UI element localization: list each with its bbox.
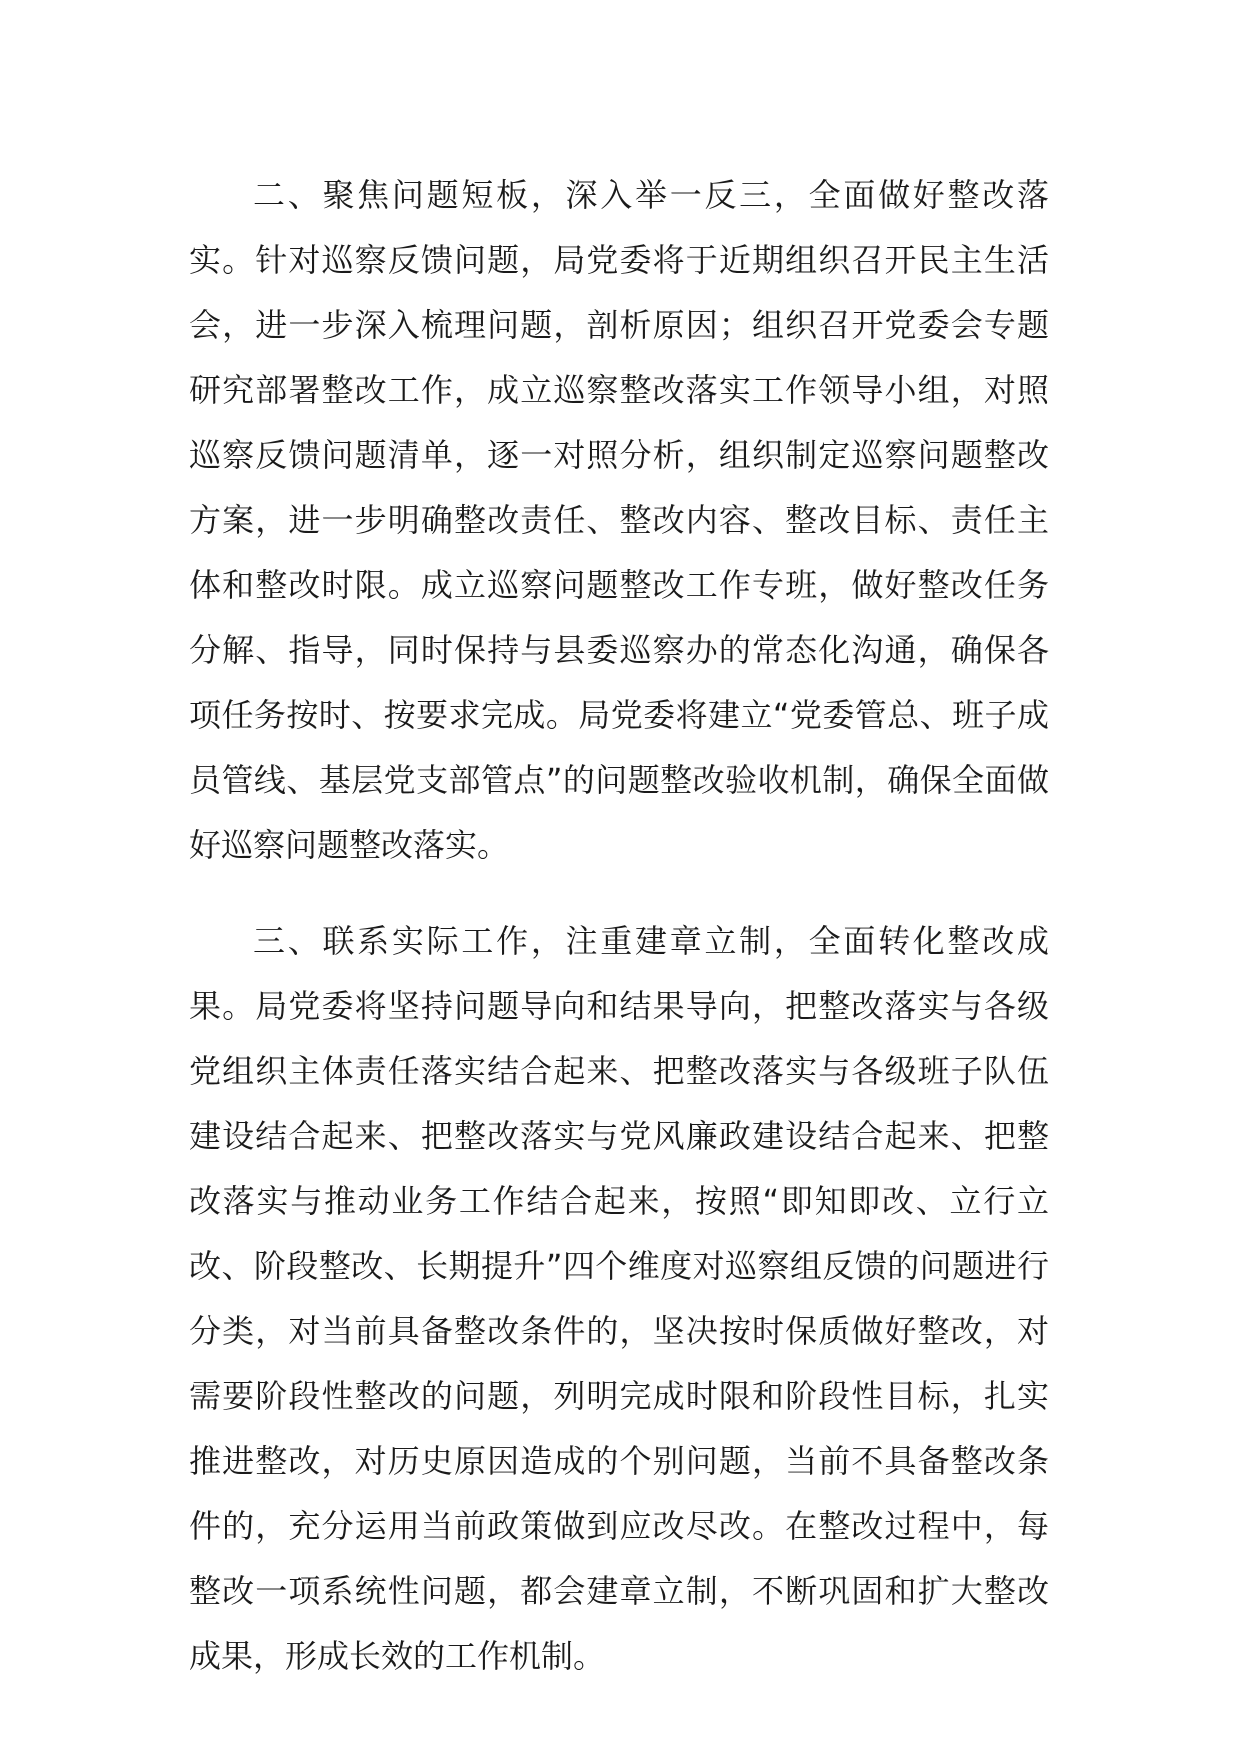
paragraph-rectification-implementation: 二、聚焦问题短板，深入举一反三，全面做好整改落实。针对巡察反馈问题，局党委将于近期组织召开民主生活会，进一步深入梳理问题，剖析原因；组织召开党委会专题研究部署整改工作，成立巡察整改落实工作领导小组，对照巡察反馈问题清单，逐一对照分析，组织制定巡察问题整改方案，进一步明确整改责任、整改内容、整改目标、责任主体和整改时限。成立巡察问题整改工作专班，做好整改任务分解、指导，同时保持与县委巡察办的常态化沟通，确保各项任务按时、按要求完成。局党委将建立“党委管总、班子成员管线、基层党支部管点”的问题整改验收机制，确保全面做好巡察问题整改落实。 (189, 176, 1049, 864)
document-body (189, 163, 1049, 1689)
paragraph-rectification-results: 三、联系实际工作，注重建章立制，全面转化整改成果。局党委将坚持问题导向和结果导向，把整改落实与各级党组织主体责任落实结合起来、把整改落实与各级班子队伍建设结合起来、把整改落实与党风廉政建设结合起来、把整改落实与推动业务工作结合起来，按照“即知即改、立行立改、阶段整改、长期提升”四个维度对巡察组反馈的问题进行分类，对当前具备整改条件的，坚决按时保质做好整改，对需要阶段性整改的问题，列明完成时限和阶段性目标，扎实推进整改，对历史原因造成的个别问题，当前不具备整改条件的，充分运用当前政策做到应改尽改。在整改过程中，每整改一项系统性问题，都会建章立制，不断巩固和扩大整改成果，形成长效的工作机制。 (189, 922, 1049, 1675)
